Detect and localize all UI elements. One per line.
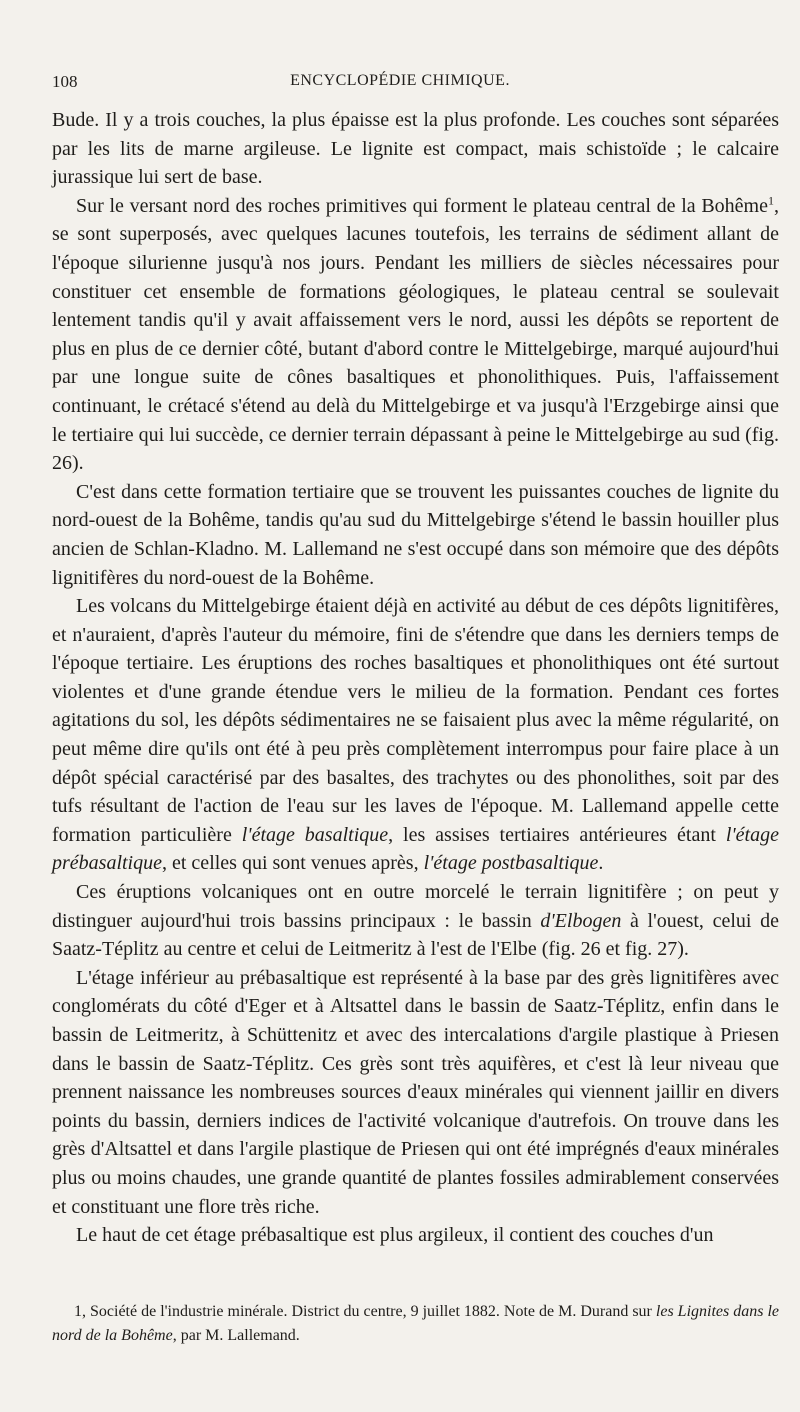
- page-number: 108: [52, 72, 78, 91]
- paragraph: [52, 478, 779, 592]
- paragraph-text: Ces éruptions volcaniques ont en outre morcelé le terrain lignitifère ; on peut y distinguer aujourd'hui trois bassins principaux : le bassin: [52, 881, 779, 932]
- body-text: [52, 106, 779, 1250]
- paragraph: [52, 1221, 779, 1250]
- paragraph: [52, 964, 779, 1221]
- italic-term: l'étage basaltique: [241, 823, 389, 846]
- paragraph-text: .: [598, 852, 604, 875]
- italic-term: l'étage prébasaltique: [52, 823, 779, 875]
- paragraph-text: , se sont superposés, avec quelques lacunes toutefois, les terrains de sédiment allant de l'époque silurienne jusqu'à nos jours. Pendant les milliers de siècles nécessaires pour constituer cet ensemble de formations géologiques, le plateau central se soulevait lentement tandis qu'il y avait affaissement vers le nord, aussi les dépôts se reportent de plus en plus de ce dernier côté, butant d'abord contre le Mittelgebirge, marqué aujourd'hui par une longue suite de cônes basaltiques et phonolithiques. Puis, l'affaissement continuant, le crétacé s'étend au delà du Mittelgebirge et va jusqu'à l'Erzgebirge ainsi que le tertiaire qui lui succède, ce dernier terrain dépassant à peine le Mittelgebirge au sud (fig. 26).: [52, 194, 779, 475]
- footnote-reference[interactable]: 1: [768, 193, 774, 208]
- italic-term: l'étage postbasaltique: [423, 852, 599, 875]
- paragraph-text: Les volcans du Mittelgebirge étaient déjà en activité au début de ces dépôts lignitifères, et n'auraient, d'après l'auteur du mémoire, fini de s'étendre que dans les derniers temps de l'époque tertiaire. Les éruptions des roches basaltiques et phonolithiques ont été surtout violentes et d'une grande étendue vers le milieu de la formation. Pendant ces fortes agitations du sol, les dépôts sédimentaires ne se faisaient plus avec la même régularité, on peut même dire qu'ils ont été à peu près complètement interrompus pour faire place à un dépôt spécial caractérisé par des basaltes, des trachytes ou des phonolithes, soit par des tufs résultant de l'action de l'eau sur les laves de l'époque. M. Lallemand appelle cette formation particulière: [52, 595, 779, 846]
- paragraph-text: , et celles qui sont venues après,: [162, 852, 424, 875]
- page-header: [52, 72, 748, 96]
- footnote: [52, 1300, 779, 1348]
- paragraph-text: Sur le versant nord des roches primitives qui forment le plateau central de la Bohême: [76, 194, 768, 217]
- paragraph: [52, 192, 779, 478]
- paragraph: [52, 592, 779, 878]
- footnote-text: 1, Société de l'industrie minérale. District du centre, 9 juillet 1882. Note de M. Durand sur: [74, 1303, 656, 1320]
- paragraph-text: à l'ouest, celui de Saatz-Téplitz au centre et celui de Leitmeritz à l'est de l'Elbe (fig. 26 et fig. 27).: [52, 909, 779, 961]
- paragraph-text: , les assises tertiaires antérieures étant: [388, 823, 726, 846]
- paragraph-text: C'est dans cette formation tertiaire que se trouvent les puissantes couches de lignite du nord-ouest de la Bohême, tandis qu'au sud du Mittelgebirge s'étend le bassin houiller plus ancien de Schlan-Kladno. M. Lallemand ne s'est occupé dans son mémoire que des dépôts lignitifères du nord-ouest de la Bohême.: [52, 480, 779, 589]
- paragraph-text: Bude. Il y a trois couches, la plus épaisse est la plus profonde. Les couches sont séparées par les lits de marne argileuse. Le lignite est compact, mais schistoïde ; le calcaire jurassique lui sert de base.: [52, 109, 779, 189]
- italic-term: d'Elbogen: [540, 909, 622, 932]
- paragraph-text: L'étage inférieur au prébasaltique est représenté à la base par des grès lignitifères avec conglomérats du côté d'Eger et à Altsattel dans le bassin de Saatz-Téplitz, enfin dans le bassin de Leitmeritz, à Schüttenitz et avec des intercalations d'argile plastique à Priesen dans le bassin de Saatz-Téplitz. Ces grès sont très aquifères, et c'est là leur niveau que prennent naissance les nombreuses sources d'eaux minérales qui viennent jaillir en divers points du bassin, derniers indices de l'activité volcanique d'autrefois. On trouve dans les grès d'Altsattel et dans l'argile plastique de Priesen qui ont été imprégnés d'eaux minérales plus ou moins chaudes, une grande quantité de plantes fossiles admirablement conservées et constituant une flore très riche.: [52, 966, 779, 1218]
- footnote-text: , par M. Lallemand.: [172, 1327, 300, 1344]
- paragraph: [52, 106, 779, 192]
- paragraph: [52, 878, 779, 964]
- paragraph-text: Le haut de cet étage prébasaltique est plus argileux, il contient des couches d'un: [76, 1224, 714, 1247]
- footnote-italic: les Lignites dans le nord de la Bohême: [52, 1303, 780, 1344]
- running-title: ENCYCLOPÉDIE CHIMIQUE.: [290, 72, 510, 89]
